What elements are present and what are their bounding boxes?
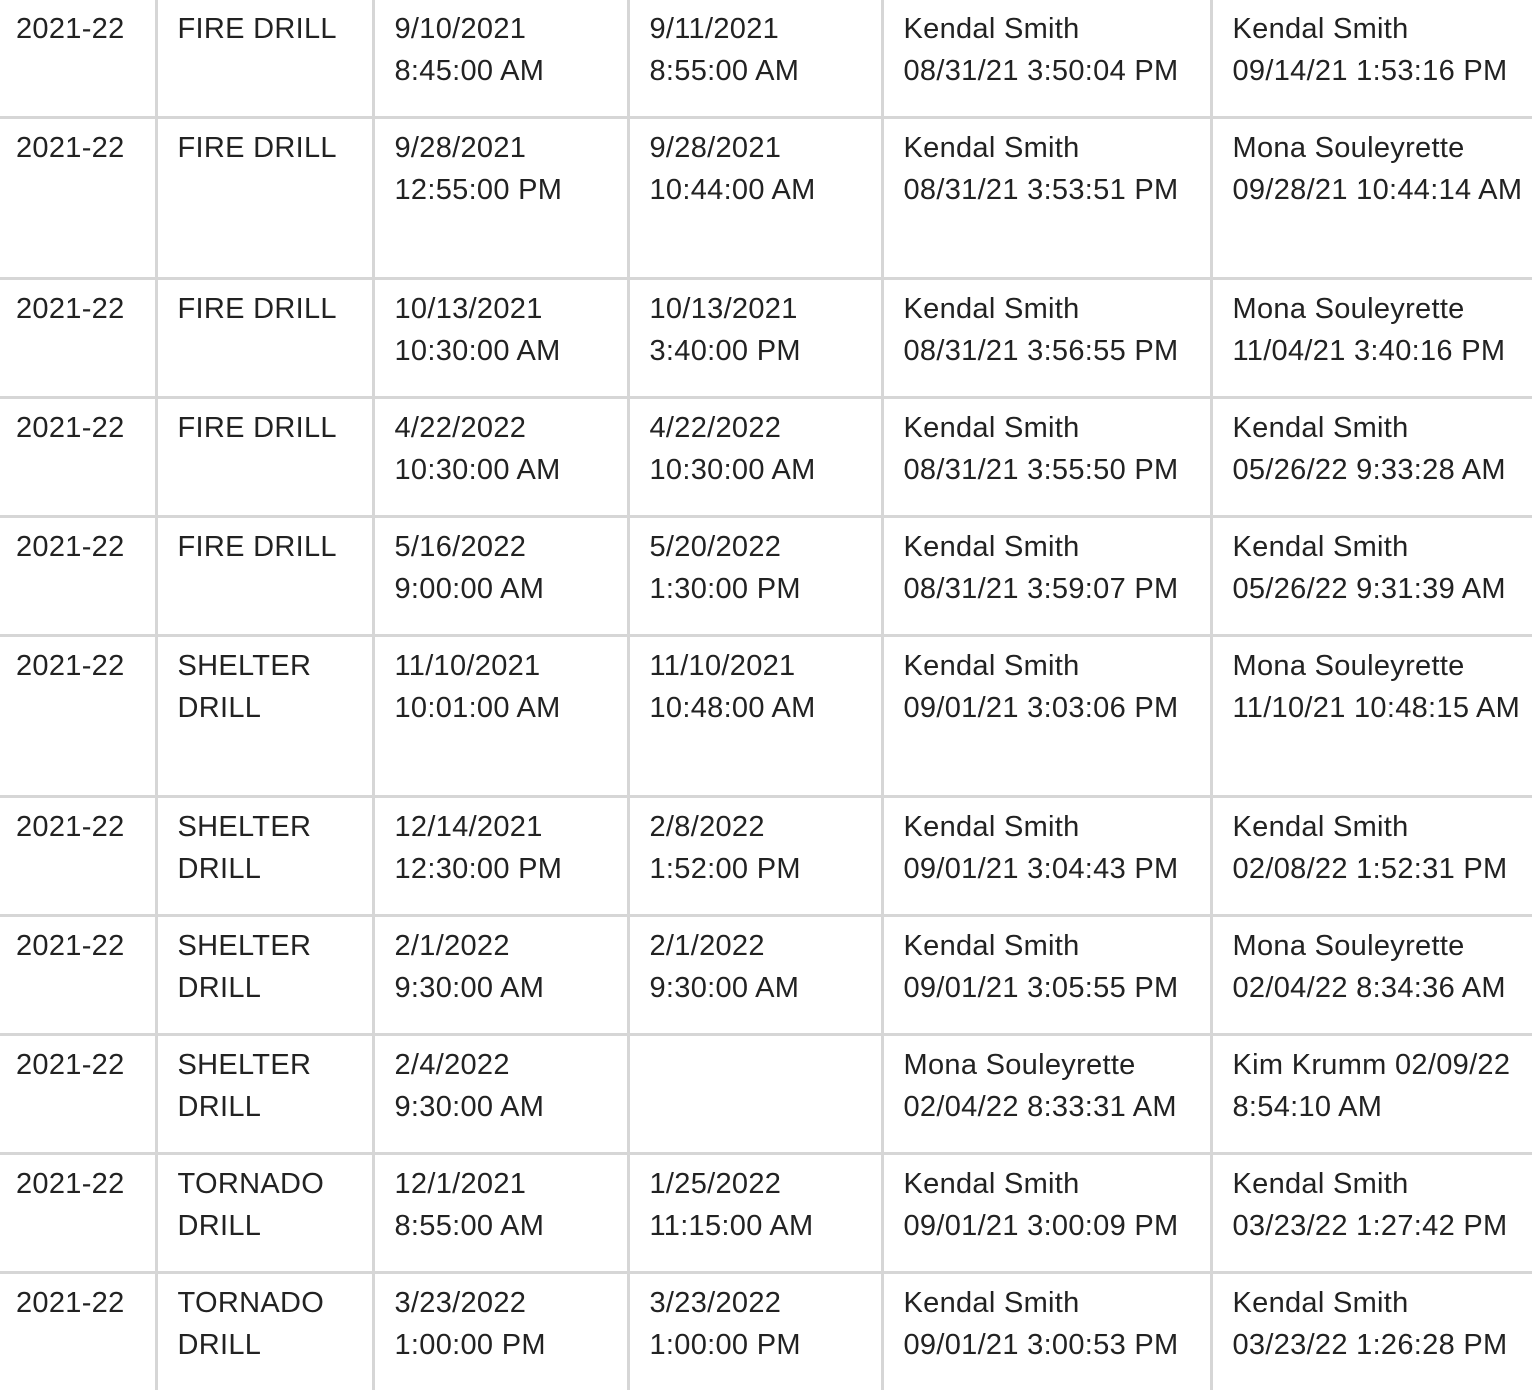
updated-at: 09/14/21 1:53:16 PM [1233, 51, 1532, 93]
end-date: 5/20/2022 [650, 527, 881, 569]
start-time: 8:55:00 AM [395, 1206, 627, 1248]
year-cell: 2021-22 [0, 1035, 156, 1154]
created-cell [882, 916, 1211, 1035]
table-row [0, 517, 1532, 636]
start-date: 12/14/2021 [395, 807, 627, 849]
created-by: Mona Souleyrette [904, 1045, 1210, 1087]
updated-cell [1211, 279, 1532, 398]
end-time: 10:48:00 AM [650, 688, 881, 730]
start-time: 9:30:00 AM [395, 1087, 627, 1129]
drill-type-cell: TORNADO DRILL [156, 1154, 373, 1273]
year-cell: 2021-22 [0, 797, 156, 916]
drill-type-cell: FIRE DRILL [156, 398, 373, 517]
end-time: 9:30:00 AM [650, 968, 881, 1010]
start-cell [373, 636, 628, 797]
created-by: Kendal Smith [904, 289, 1210, 331]
updated-by: Kendal Smith [1233, 408, 1532, 450]
year-cell: 2021-22 [0, 118, 156, 279]
year-cell: 2021-22 [0, 517, 156, 636]
start-cell [373, 0, 628, 118]
start-date: 5/16/2022 [395, 527, 627, 569]
created-at: 08/31/21 3:53:51 PM [904, 170, 1210, 212]
updated-cell [1211, 517, 1532, 636]
created-at: 09/01/21 3:05:55 PM [904, 968, 1210, 1010]
updated-cell [1211, 636, 1532, 797]
updated-at: 03/23/22 1:26:28 PM [1233, 1325, 1532, 1367]
updated-cell [1211, 398, 1532, 517]
created-by: Kendal Smith [904, 1164, 1210, 1206]
drill-type-cell: TORNADO DRILL [156, 1273, 373, 1390]
created-by: Kendal Smith [904, 646, 1210, 688]
year-cell: 2021-22 [0, 0, 156, 118]
year-cell: 2021-22 [0, 636, 156, 797]
updated-at: 09/28/21 10:44:14 AM [1233, 170, 1532, 212]
end-cell [628, 1035, 882, 1154]
end-date: 9/11/2021 [650, 9, 881, 51]
end-cell [628, 118, 882, 279]
table-row [0, 1035, 1532, 1154]
updated-by: Kendal Smith [1233, 1164, 1532, 1206]
end-cell [628, 797, 882, 916]
start-cell [373, 1035, 628, 1154]
created-cell [882, 0, 1211, 118]
end-time: 1:00:00 PM [650, 1325, 881, 1367]
updated-at: 8:54:10 AM [1233, 1087, 1532, 1129]
table-row [0, 118, 1532, 279]
table-row [0, 398, 1532, 517]
end-time: 8:55:00 AM [650, 51, 881, 93]
start-date: 9/28/2021 [395, 128, 627, 170]
table-row [0, 636, 1532, 797]
created-at: 09/01/21 3:00:53 PM [904, 1325, 1210, 1367]
updated-cell [1211, 916, 1532, 1035]
start-time: 12:30:00 PM [395, 849, 627, 891]
end-time: 1:30:00 PM [650, 569, 881, 611]
updated-at: 03/23/22 1:27:42 PM [1233, 1206, 1532, 1248]
drill-type-cell: SHELTER DRILL [156, 1035, 373, 1154]
created-by: Kendal Smith [904, 807, 1210, 849]
end-cell [628, 0, 882, 118]
updated-by: Kendal Smith [1233, 1283, 1532, 1325]
created-by: Kendal Smith [904, 527, 1210, 569]
created-by: Kendal Smith [904, 926, 1210, 968]
start-date: 3/23/2022 [395, 1283, 627, 1325]
end-time: 11:15:00 AM [650, 1206, 881, 1248]
updated-at: 02/04/22 8:34:36 AM [1233, 968, 1532, 1010]
year-cell: 2021-22 [0, 279, 156, 398]
created-by: Kendal Smith [904, 128, 1210, 170]
table-row [0, 0, 1532, 118]
created-by: Kendal Smith [904, 408, 1210, 450]
drill-type-cell: FIRE DRILL [156, 279, 373, 398]
drill-type-cell: FIRE DRILL [156, 517, 373, 636]
table-row [0, 797, 1532, 916]
start-time: 9:30:00 AM [395, 968, 627, 1010]
start-cell [373, 916, 628, 1035]
created-at: 08/31/21 3:50:04 PM [904, 51, 1210, 93]
end-time: 10:44:00 AM [650, 170, 881, 212]
updated-by: Mona Souleyrette [1233, 128, 1532, 170]
drill-type-cell: SHELTER DRILL [156, 636, 373, 797]
start-time: 12:55:00 PM [395, 170, 627, 212]
drill-type-cell: FIRE DRILL [156, 118, 373, 279]
created-cell [882, 1035, 1211, 1154]
start-time: 10:30:00 AM [395, 331, 627, 373]
updated-by: Kendal Smith [1233, 527, 1532, 569]
start-date: 11/10/2021 [395, 646, 627, 688]
end-date: 1/25/2022 [650, 1164, 881, 1206]
year-cell: 2021-22 [0, 1154, 156, 1273]
drill-type-cell: FIRE DRILL [156, 0, 373, 118]
updated-cell [1211, 1035, 1532, 1154]
created-at: 09/01/21 3:03:06 PM [904, 688, 1210, 730]
drill-type-cell: SHELTER DRILL [156, 916, 373, 1035]
end-cell [628, 517, 882, 636]
start-date: 12/1/2021 [395, 1164, 627, 1206]
drill-type-cell: SHELTER DRILL [156, 797, 373, 916]
updated-by: Mona Souleyrette [1233, 289, 1532, 331]
table-row [0, 1154, 1532, 1273]
start-date: 2/1/2022 [395, 926, 627, 968]
end-cell [628, 1273, 882, 1390]
updated-by: Kendal Smith [1233, 9, 1532, 51]
created-at: 08/31/21 3:59:07 PM [904, 569, 1210, 611]
start-cell [373, 1154, 628, 1273]
created-at: 02/04/22 8:33:31 AM [904, 1087, 1210, 1129]
end-date: 2/1/2022 [650, 926, 881, 968]
start-date: 9/10/2021 [395, 9, 627, 51]
end-date: 9/28/2021 [650, 128, 881, 170]
updated-by: Kim Krumm 02/09/22 [1233, 1045, 1532, 1087]
created-at: 08/31/21 3:55:50 PM [904, 450, 1210, 492]
end-cell [628, 1154, 882, 1273]
created-cell [882, 517, 1211, 636]
updated-at: 11/10/21 10:48:15 AM [1233, 688, 1532, 730]
start-time: 10:01:00 AM [395, 688, 627, 730]
start-date: 2/4/2022 [395, 1045, 627, 1087]
start-time: 1:00:00 PM [395, 1325, 627, 1367]
end-date: 2/8/2022 [650, 807, 881, 849]
year-cell: 2021-22 [0, 916, 156, 1035]
table-row [0, 916, 1532, 1035]
table-row [0, 1273, 1532, 1390]
created-cell [882, 279, 1211, 398]
created-at: 09/01/21 3:04:43 PM [904, 849, 1210, 891]
updated-cell [1211, 797, 1532, 916]
updated-cell [1211, 118, 1532, 279]
created-cell [882, 636, 1211, 797]
start-cell [373, 398, 628, 517]
end-time: 10:30:00 AM [650, 450, 881, 492]
updated-by: Mona Souleyrette [1233, 646, 1532, 688]
updated-by: Mona Souleyrette [1233, 926, 1532, 968]
start-time: 8:45:00 AM [395, 51, 627, 93]
created-at: 09/01/21 3:00:09 PM [904, 1206, 1210, 1248]
start-date: 10/13/2021 [395, 289, 627, 331]
created-cell [882, 118, 1211, 279]
end-date: 10/13/2021 [650, 289, 881, 331]
created-at: 08/31/21 3:56:55 PM [904, 331, 1210, 373]
start-cell [373, 118, 628, 279]
updated-by: Kendal Smith [1233, 807, 1532, 849]
end-date: 3/23/2022 [650, 1283, 881, 1325]
start-date: 4/22/2022 [395, 408, 627, 450]
created-by: Kendal Smith [904, 9, 1210, 51]
end-date: 11/10/2021 [650, 646, 881, 688]
created-cell [882, 398, 1211, 517]
updated-at: 02/08/22 1:52:31 PM [1233, 849, 1532, 891]
start-cell [373, 797, 628, 916]
end-cell [628, 398, 882, 517]
end-time: 3:40:00 PM [650, 331, 881, 373]
end-time: 1:52:00 PM [650, 849, 881, 891]
created-cell [882, 1273, 1211, 1390]
created-cell [882, 797, 1211, 916]
table-row [0, 279, 1532, 398]
start-cell [373, 517, 628, 636]
created-cell [882, 1154, 1211, 1273]
end-cell [628, 636, 882, 797]
updated-at: 05/26/22 9:31:39 AM [1233, 569, 1532, 611]
year-cell: 2021-22 [0, 398, 156, 517]
start-time: 10:30:00 AM [395, 450, 627, 492]
start-time: 9:00:00 AM [395, 569, 627, 611]
created-by: Kendal Smith [904, 1283, 1210, 1325]
year-cell: 2021-22 [0, 1273, 156, 1390]
updated-at: 11/04/21 3:40:16 PM [1233, 331, 1532, 373]
updated-at: 05/26/22 9:33:28 AM [1233, 450, 1532, 492]
start-cell [373, 1273, 628, 1390]
updated-cell [1211, 0, 1532, 118]
end-cell [628, 916, 882, 1035]
updated-cell [1211, 1273, 1532, 1390]
start-cell [373, 279, 628, 398]
end-cell [628, 279, 882, 398]
end-date: 4/22/2022 [650, 408, 881, 450]
updated-cell [1211, 1154, 1532, 1273]
